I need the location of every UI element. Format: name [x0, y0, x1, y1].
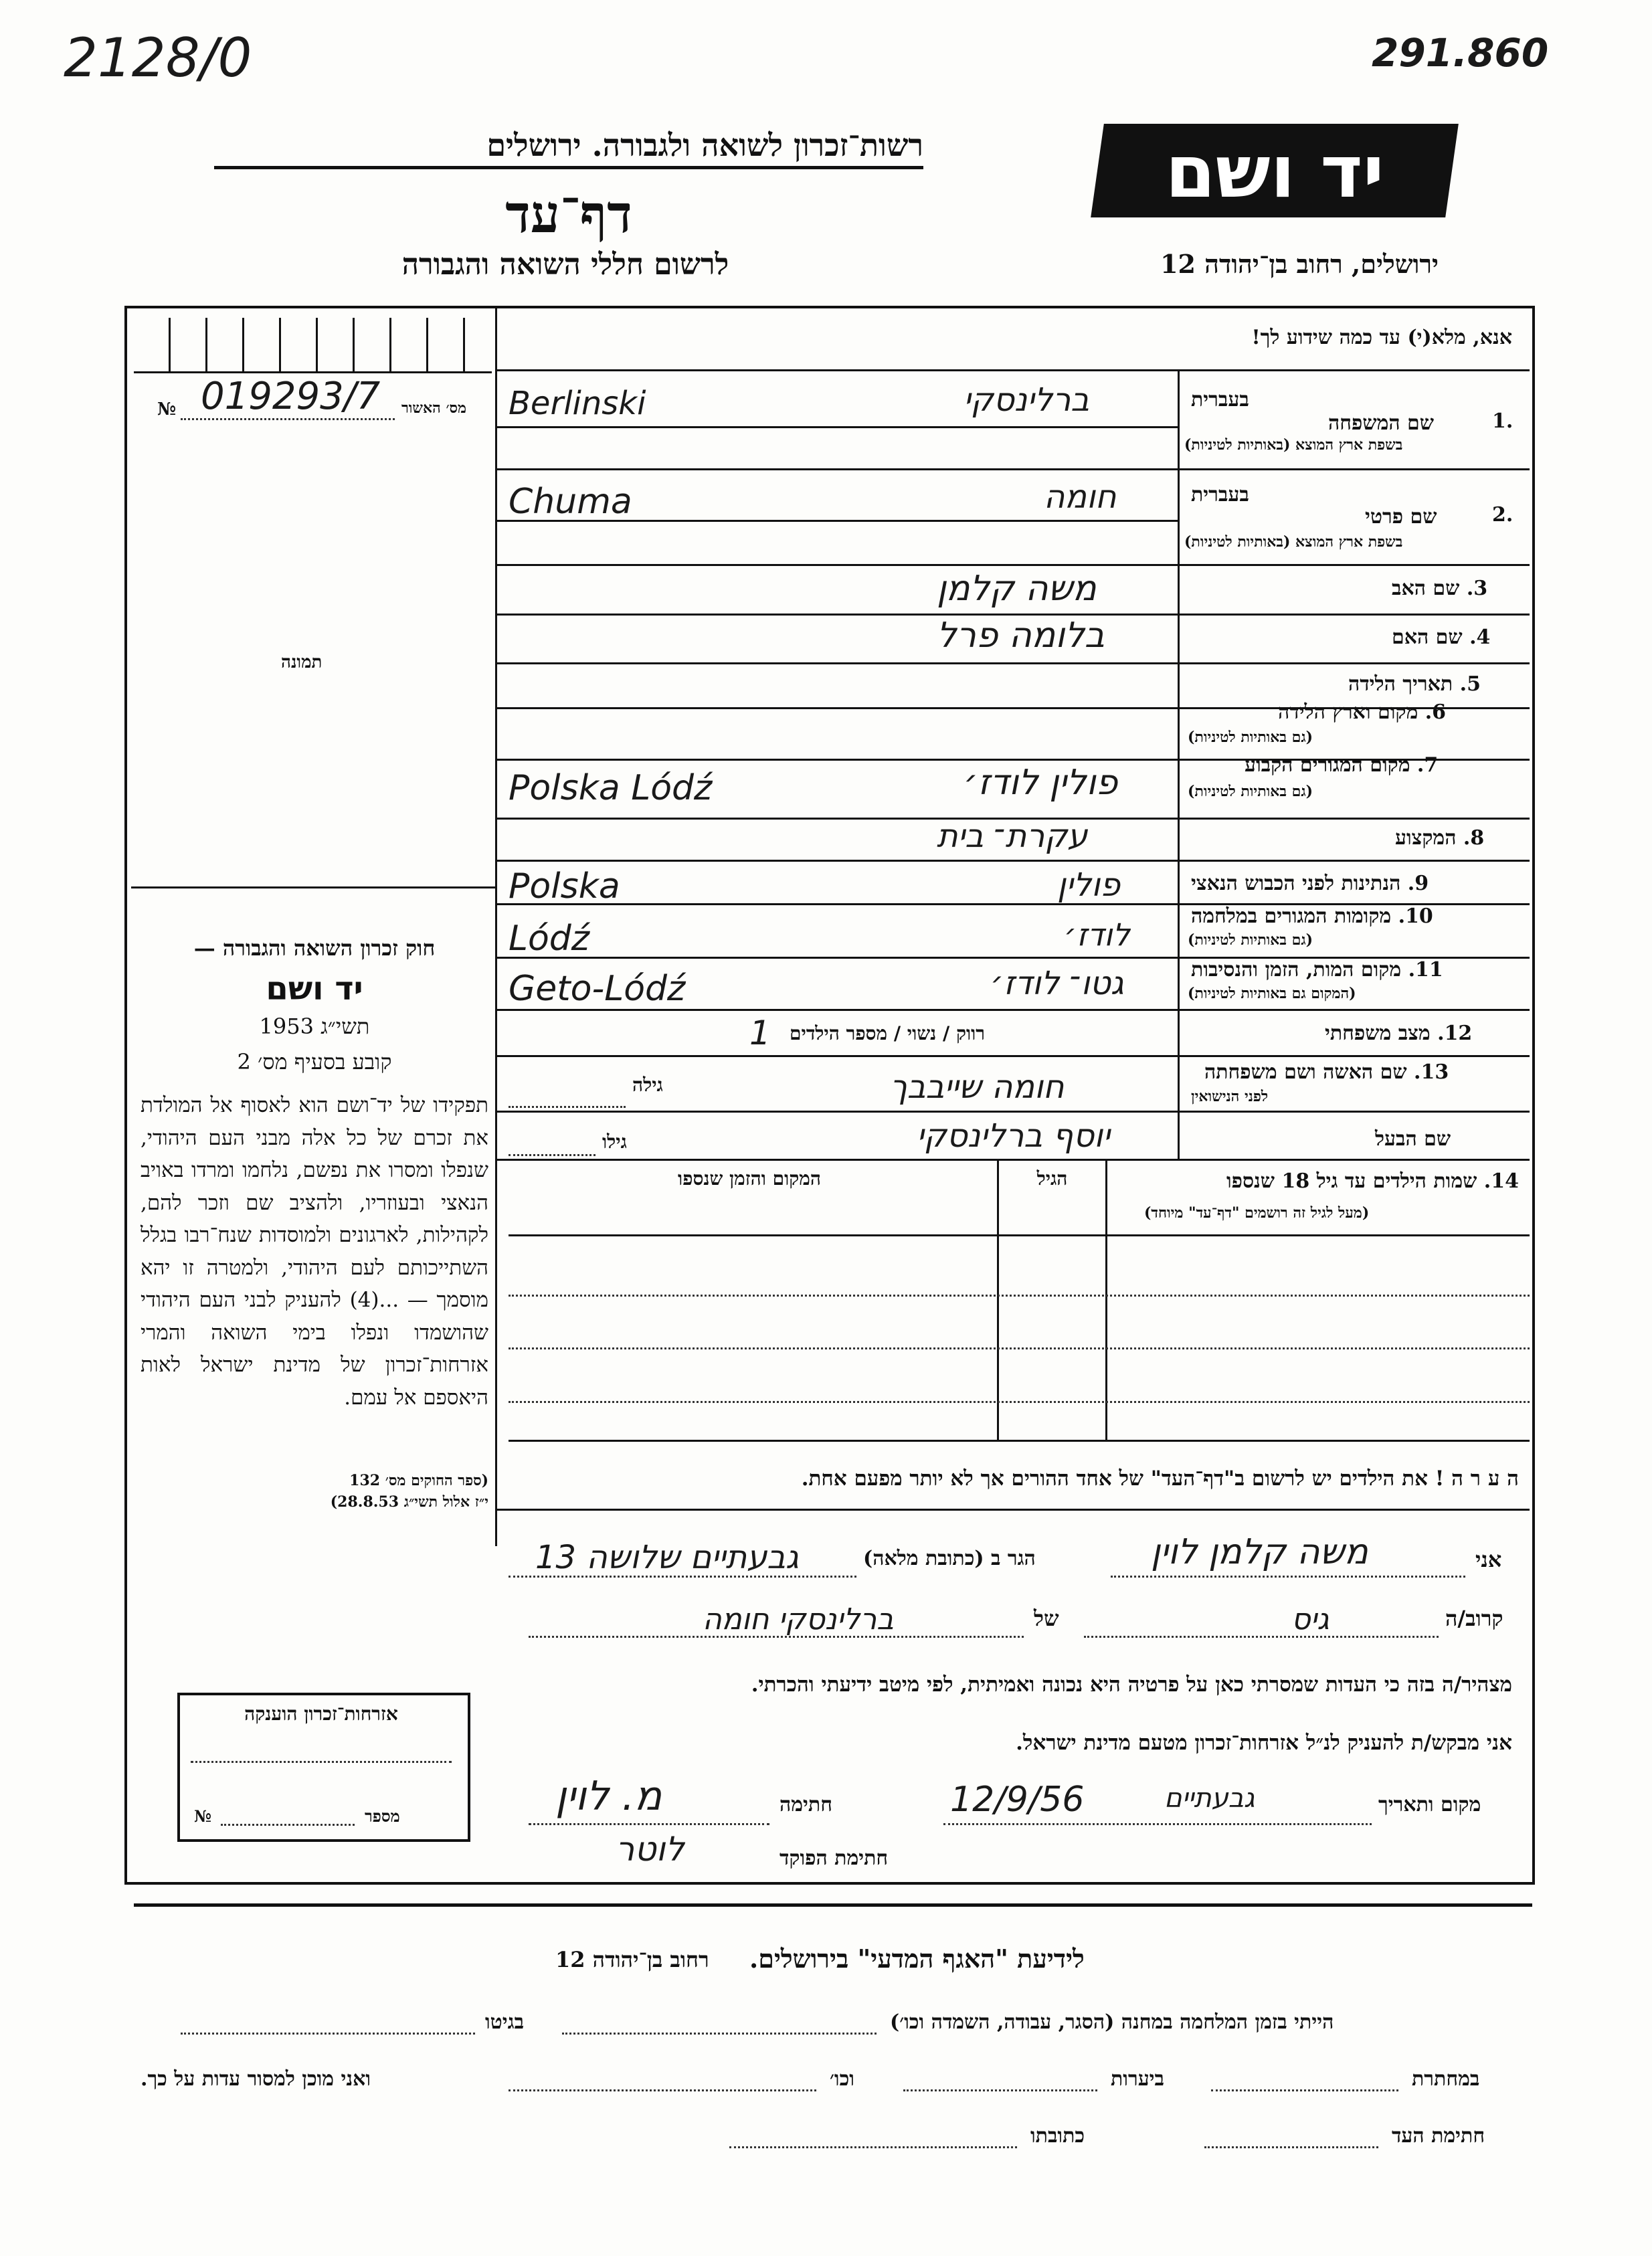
footer-line2a: במחתרת [1412, 2067, 1480, 2091]
authority-title: רשות־זכרון לשואה ולגבורה. ירושלים [214, 127, 923, 169]
registration-number: 019293/7 [201, 375, 381, 418]
granted-no: מספר [365, 1806, 400, 1826]
declarant-address: גבעתיים שלושה 13 [535, 1539, 799, 1576]
f1-label: שם המשפחה [1328, 411, 1435, 435]
father-name: משה קלמן [937, 569, 1097, 609]
decl-date: 12/9/56 [950, 1780, 1085, 1820]
f4-label: 4. שם האם [1392, 626, 1491, 649]
surname-hebrew: ברלינסקי [963, 381, 1090, 419]
header-address: ירושלים, רחוב בן־יהודה 12 [1160, 249, 1439, 279]
maiden-name: חומה שייבבך [890, 1068, 1065, 1106]
place-col: המקום והזמן שנספו [678, 1167, 821, 1190]
form-title: דף־עד [505, 184, 632, 245]
profession: עקרת־ בית [937, 818, 1088, 855]
top-number: 291.860 [1372, 30, 1549, 76]
reg-no-symbol: № [157, 399, 177, 419]
f1-sub: בשפת ארץ המוצא (באותיות לטיניות) [1184, 436, 1403, 454]
label-column-divider [1178, 369, 1180, 1159]
f3-label: 3. שם האב [1392, 577, 1488, 600]
decl-residing: הגר ב (כתובת מלאה) [863, 1547, 1036, 1570]
declarant-name: משה קלמן לוין [1151, 1532, 1368, 1572]
f12-options: רווק / נשוי / מספר הילדים [790, 1022, 986, 1044]
law-clause: קובע בסעיף מס׳ 2 [237, 1049, 392, 1074]
husband-label: שם הבעל [1375, 1127, 1451, 1151]
f9-label: 9. הנתינות לפני הכבוש הנאצי [1191, 872, 1429, 895]
place-date-label: מקום ותאריך [1378, 1793, 1481, 1816]
firstname-latin: Chuma [509, 482, 632, 522]
death-place-latin: Geto-Lódź [509, 969, 686, 1009]
f10-label: 10. מקומות המגורים במלחמה [1191, 905, 1433, 928]
law-ref2: י״ז אלול תשי״ג 28.8.53) [330, 1493, 488, 1511]
f11-sub: (המקום גם באותיות לטיניות) [1188, 985, 1356, 1002]
signature: מ. לוין [555, 1773, 662, 1820]
official-signature: לוטר [616, 1830, 684, 1869]
relation: גיס [1291, 1602, 1329, 1636]
decl-request: אני מבקש/ת להעניק לנ״ל אזרחות־זכרון מטעם מדינת ישראל. [1016, 1731, 1512, 1755]
bottom-divider [134, 1903, 1532, 1907]
children-note: ה ע ר ה ! את הילדים יש לרשום ב"דף־העד" של אחד ההורים אך לא יותר מפעם אחת. [801, 1467, 1519, 1491]
f8-label: 8. המקצוע [1395, 826, 1485, 850]
f12-label: 12. מצב משפחתי [1325, 1022, 1473, 1045]
footer-title: לידיעת "האגף המדעי" בירושלים. [749, 1944, 1085, 1974]
decl-of: של [1034, 1606, 1059, 1631]
f6-label: 6. מקום וארץ הלידה [1278, 700, 1447, 724]
decl-relative: קרוב/ה [1445, 1606, 1503, 1631]
husband-name: יוסף ברלינסקי [917, 1117, 1110, 1155]
residence-latin: Polska Lódź [509, 768, 713, 808]
file-number: 2128/0 [64, 27, 252, 89]
f7-label: 7. מקום המגורים הקבוע [1245, 753, 1439, 777]
footer-line2d: ואני מוכן למסור עדות על כך. [141, 2067, 371, 2091]
death-place-hebrew: גטו־ לודז׳ [990, 965, 1124, 1002]
granted-title: אזרחות־זכרון הוענקה [244, 1703, 398, 1725]
f2-label: שם פרטי [1365, 505, 1437, 529]
law-title: חוק זכרון השואה והגבורה — [193, 935, 436, 961]
f11-label: 11. מקום המות, הזמן והנסיבות [1191, 958, 1443, 981]
f1-hebrew: בעברית [1191, 388, 1249, 411]
law-name: יד ושם [266, 970, 363, 1008]
footer-line2c: וכו׳ [830, 2067, 854, 2091]
decl-i-am: אני [1475, 1547, 1502, 1572]
f13-sub: לפני הנישואין [1191, 1088, 1269, 1105]
sidebar-divider [495, 308, 497, 1546]
firstname-hebrew: חומה [1044, 478, 1117, 516]
f10-sub: (גם באותיות לטיניות) [1188, 931, 1313, 949]
law-year: תשי״ג 1953 [259, 1014, 370, 1039]
residence-hebrew: פולין לודז׳ [963, 763, 1118, 803]
official-label: חתימת הפוקד [779, 1847, 889, 1870]
husband-age-label: גילו [602, 1131, 627, 1153]
f2-hebrew: בעברית [1191, 483, 1249, 506]
footer-line3a: חתימת העד [1392, 2124, 1485, 2148]
war-residence-latin: Lódź [509, 919, 590, 959]
footer-line2b: ביערות [1111, 2067, 1165, 2091]
footer-line3b: כתובתו [1030, 2124, 1085, 2148]
footer-address: רחוב בן־יהודה 12 [555, 1947, 709, 1972]
law-ref1: (ספר החוקים מס׳ 132 [349, 1472, 488, 1489]
residence-before-latin: Polska [509, 866, 620, 907]
residence-before-hebrew: פולין [1057, 866, 1121, 904]
f14-label: 14. שמות הילדים עד גיל 18 שנספו [1226, 1169, 1519, 1193]
f5-label: 5. תאריך הלידה [1348, 672, 1481, 696]
war-residence-hebrew: לודז׳ [1064, 917, 1130, 953]
granted-sym: № [194, 1806, 212, 1826]
f1-num: 1. [1492, 409, 1513, 433]
law-text: תפקידו של יד־ושם הוא לאסוף אל המולדת את זכרם של כל אלה מבני העם היהודי, שנפלו ומסרו את נפשם, נלחמו ומרדו באויב הנאצי ובעוזריו, ולהציב שם וזכר להם, לקהילות, לארגונים ולמוסדות שנח־רבו בגלל השתייכותם לעם היהודי, ולמטרה זו יהא מוסמך — ...(4) להעניק לבני העם היהודי שהושמדו ונפלו בימי השואה והמרי אזרחות־זכרון של מדינת ישראל לאות היאספם אל עמם. [141, 1093, 488, 1410]
request-line: אנא, מלא(י) עד כמה שידוע לך! [1251, 326, 1512, 349]
f6-sub: (גם באותיות לטיניות) [1188, 729, 1313, 746]
footer-line1b: בגיטו [485, 2010, 525, 2034]
photo-label: תמונה [281, 652, 323, 672]
f7-sub: (גם באותיות לטיניות) [1188, 783, 1313, 800]
tick-boxes [134, 318, 492, 373]
relative-of: ברלינסקי חומה [703, 1602, 894, 1636]
signature-label: חתימה [779, 1793, 832, 1816]
logo-text: יד ושם [1165, 130, 1384, 214]
f2-sub: בשפת ארץ המוצא (באותיות לטיניות) [1184, 533, 1403, 551]
decl-place: גבעתיים [1164, 1783, 1255, 1814]
form-subtitle: לרשום חללי השואה והגבורה [401, 248, 729, 282]
age-col: הגיל [1036, 1167, 1068, 1190]
f2-num: 2. [1492, 503, 1513, 527]
surname-latin: Berlinski [509, 385, 646, 422]
reg-label: מס׳ האשור [401, 399, 467, 417]
f14-sub: (מעל לגיל זה רושמים "דף־עד" מיוחד) [1144, 1204, 1370, 1222]
f13-age-label: גילה [632, 1074, 663, 1096]
children-count: 1 [749, 1014, 771, 1052]
f13-label: 13. שם האשה ושם משפחתה [1204, 1060, 1449, 1084]
footer-line1a: הייתי בזמן המלחמה במחנה (הסגר, עבודה, השמדה וכו׳) [890, 2010, 1334, 2034]
decl-statement: מצהיר/ה בזה כי העדות שמסרתי כאן על פרטיה היא נכונה ואמיתית, לפי מיטב ידיעתי והכרתי. [751, 1673, 1512, 1697]
mother-name: בלומה פרל [937, 616, 1105, 656]
